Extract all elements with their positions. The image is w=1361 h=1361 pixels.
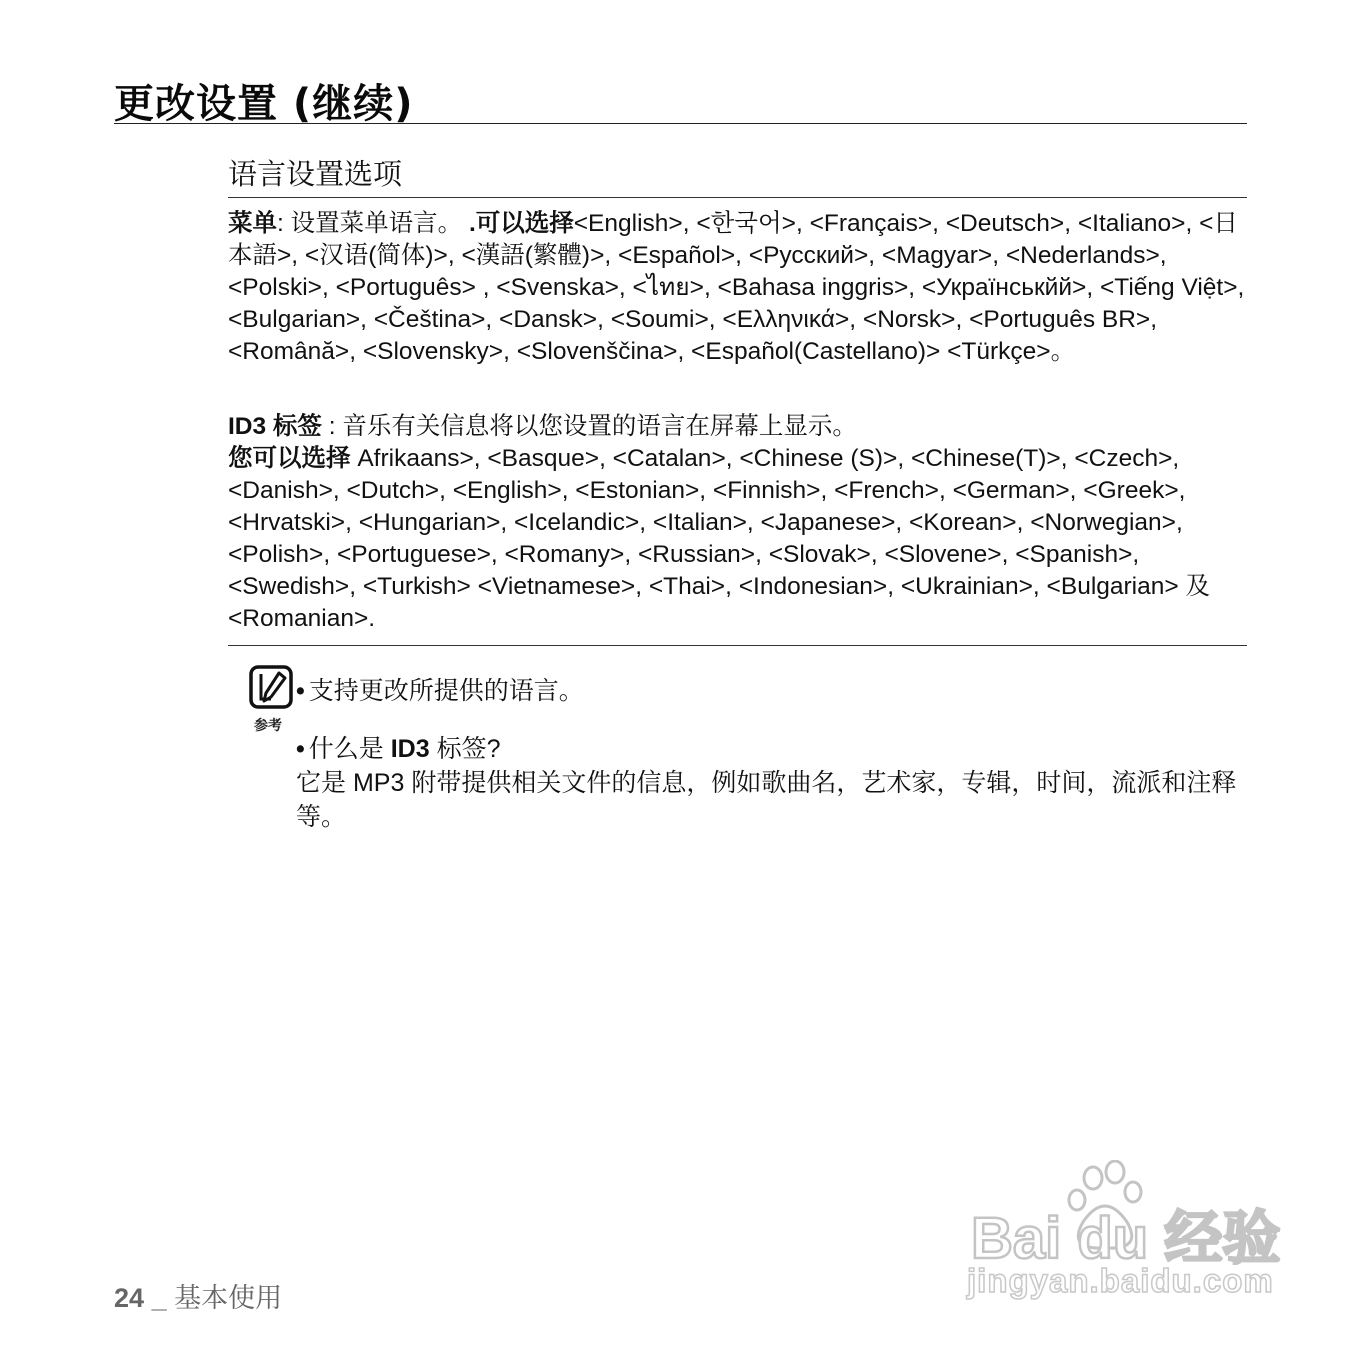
menu-language-list: <English>, <한국어>, <Français>, <Deutsch>, <Italiano>, <日本語>, <汉语(简体)>, <漢語(繁體)>, <Español>, <Русский>, <Magyar>, <Nederlands>, <Polski>, <Português> , <Svenska>, <ไทย>, <Bahasa inggris>, <Українськйй>, <Tiếng Việt>, <Bulgarian>, <Čeština>, <Dansk>, <Soumi>, <Ελληνικά>, <Norsk>, <Português BR>, <Română>, <Slovensky>, <Slovenščina>, <Español(Castellano)> <Türkçe>。: [228, 210, 1245, 365]
note-item-1-text: 支持更改所提供的语言。: [308, 677, 584, 705]
menu-language-block: [228, 208, 1248, 368]
id3-conjunction: 及: [1185, 573, 1210, 600]
menu-description: : 设置菜单语言。: [277, 210, 463, 237]
footer-separator: _: [151, 1283, 167, 1313]
section-title: 语言设置选项: [228, 157, 403, 191]
note-item-2-body: 附带提供相关文件的信息，例如歌曲名，艺术家，专辑，时间，流派和注释等。: [296, 769, 1237, 831]
bullet: •: [296, 735, 305, 763]
page-footer: [114, 1276, 282, 1315]
note-item-2-body-prefix: 它是: [296, 769, 347, 797]
id3-choose-label: 您可以选择: [228, 445, 351, 472]
note-item-2-body-mp3: MP3: [352, 769, 405, 797]
watermark-url: jingyan.baidu.com: [967, 1262, 1274, 1299]
id3-description: : 音乐有关信息将以您设置的语言在屏幕上显示。: [328, 413, 857, 440]
note-caption: 参考: [254, 718, 282, 734]
note-item-2-title-bold: ID3: [390, 735, 430, 763]
id3-language-list: Afrikaans>, <Basque>, <Catalan>, <Chinese (S)>, <Chinese(T)>, <Czech>, <Danish>, <Dutch>, <English>, <Estonian>, <Finnish>, <French>, <German>, <Greek>, <Hrvatski>, <Hungarian>, <Icelandic>, <Italian>, <Japanese>, <Korean>, <Norwegian>, <Polish>, <Portuguese>, <Romany>, <Russian>, <Slovak>, <Slovene>, <Spanish>, <Swedish>, <Turkish> <Vietnamese>, <Thai>, <Indonesian>, <Ukrainian>, <Bulgarian>: [228, 445, 1186, 600]
notes-divider: [228, 645, 1247, 646]
id3-language-block: [228, 411, 1248, 635]
note-item-2-title-suffix: 标签?: [436, 735, 501, 763]
menu-choose-text: .可以选择: [468, 210, 574, 237]
menu-label: 菜单: [228, 210, 277, 237]
id3-label: ID3 标签: [228, 413, 322, 440]
section-divider: [228, 197, 1247, 198]
title-divider: [114, 123, 1247, 124]
bullet: •: [296, 677, 305, 705]
note-pencil-icon: [249, 665, 293, 709]
id3-last-language: <Romanian>.: [228, 605, 376, 632]
note-item-1: [296, 674, 584, 708]
watermark-logo-text: Bai du 经验: [971, 1206, 1281, 1271]
note-item-2-title-prefix: 什么是: [308, 735, 384, 763]
note-item-2: [296, 732, 1241, 834]
page-number: 24: [114, 1283, 145, 1313]
footer-section: 基本使用: [174, 1283, 283, 1313]
page-title: 更改设置 (继续): [114, 81, 414, 127]
